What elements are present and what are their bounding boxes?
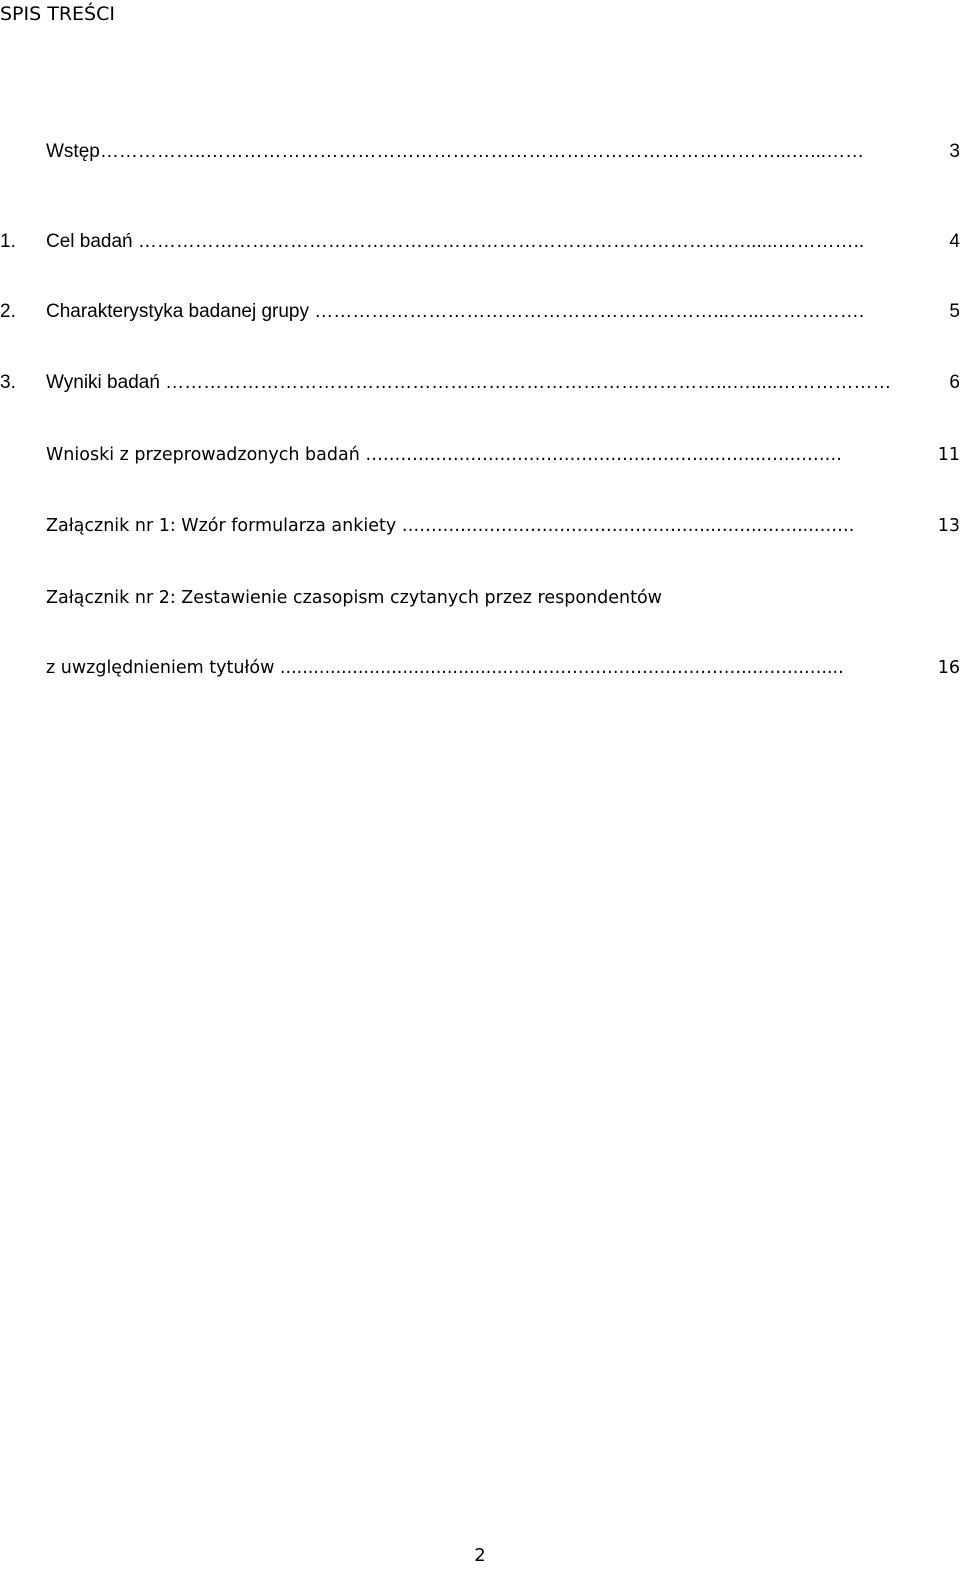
toc-entry-cel-badan[interactable] bbox=[0, 229, 960, 255]
toc-entry-page: 11 bbox=[937, 445, 960, 465]
toc-entry-title: Wstęp……………..………………………………………………………………………………...…...…… bbox=[46, 141, 865, 162]
toc-entry-wyniki-badan[interactable] bbox=[0, 370, 960, 396]
page-number: 2 bbox=[474, 1545, 486, 1566]
toc-entry-zalacznik-1[interactable] bbox=[0, 513, 960, 539]
toc-entry-wstep[interactable] bbox=[0, 139, 960, 165]
toc-entry-title: Cel badań ……………………………………………………………………………………......………….. bbox=[46, 231, 865, 252]
toc-entry-zalacznik-2[interactable] bbox=[0, 585, 960, 611]
toc-entry-title: z uwzględnieniem tytułów ..........................................…………………………………...……..….... bbox=[46, 658, 844, 678]
toc-entry-number: 3. bbox=[0, 372, 16, 393]
toc-entry-title: Wyniki badań ……………………………………………………………………………...….....……………… bbox=[46, 372, 892, 393]
toc-entry-number: 1. bbox=[0, 231, 16, 252]
toc-entry-page: 16 bbox=[937, 658, 960, 678]
toc-entry-wnioski[interactable] bbox=[0, 442, 960, 468]
toc-entry-page: 5 bbox=[949, 301, 960, 322]
toc-entry-page: 4 bbox=[949, 231, 960, 252]
toc-entry-title: Załącznik nr 1: Wzór formularza ankiety ……………………………………………...……..……...……. bbox=[46, 516, 855, 536]
toc-entry-page: 3 bbox=[949, 141, 960, 162]
toc-entry-title: Charakterystyka badanej grupy ………………………………………………………...…...……………. bbox=[46, 301, 865, 322]
toc-entry-title: Załącznik nr 2: Zestawienie czasopism czytanych przez respondentów bbox=[46, 588, 662, 608]
toc-entry-title: Wnioski z przeprowadzonych badań …………………………………………………...……...…………. bbox=[46, 445, 842, 465]
toc-entry-page: 13 bbox=[937, 516, 960, 536]
toc-entry-page: 6 bbox=[949, 372, 960, 393]
toc-heading: SPIS TREŚCI bbox=[0, 3, 115, 25]
toc-entry-zalacznik-2-cont[interactable] bbox=[0, 655, 960, 681]
toc-entry-number: 2. bbox=[0, 301, 16, 322]
toc-entry-charakterystyka[interactable] bbox=[0, 299, 960, 325]
